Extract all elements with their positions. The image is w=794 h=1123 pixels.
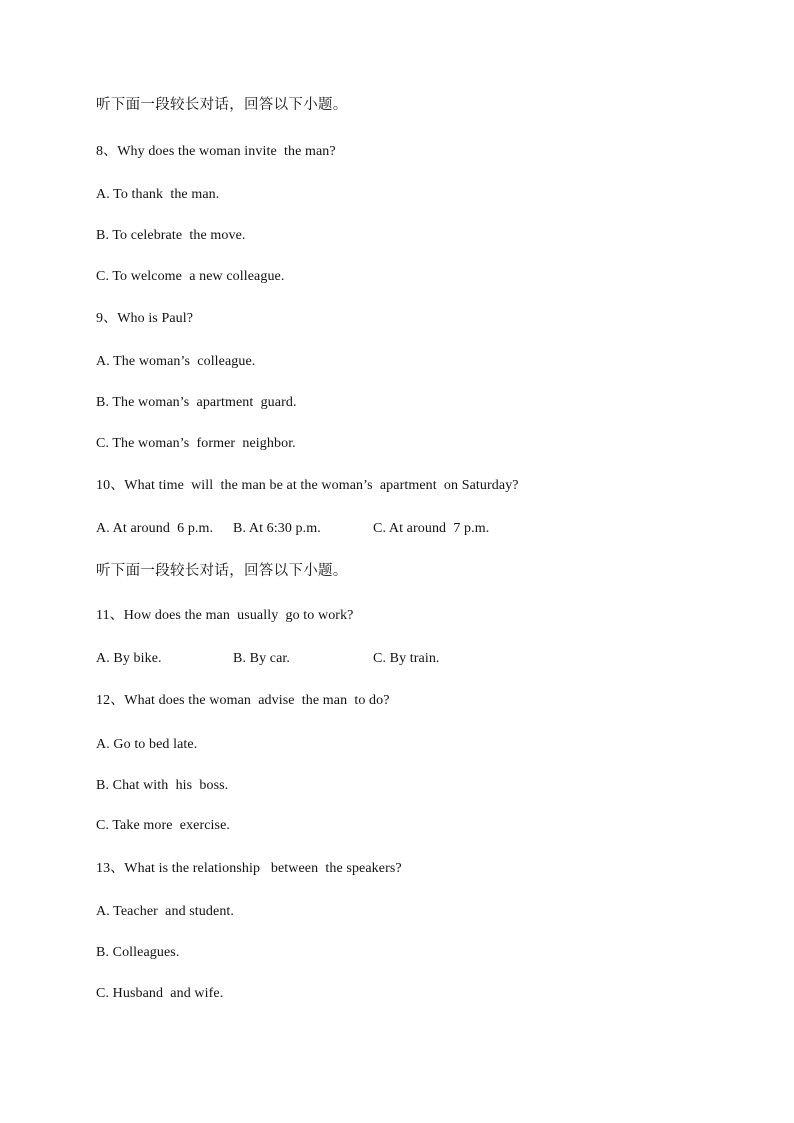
section-heading-1: 听下面一段较长对话，回答以下小题。 <box>96 97 348 113</box>
question-12-option-b: B. Chat with his boss. <box>96 778 229 793</box>
question-10-options-row <box>96 520 576 538</box>
question-13-option-b: B. Colleagues. <box>96 945 180 960</box>
question-12-option-c: C. Take more exercise. <box>96 818 231 833</box>
question-13-stem: 13、What is the relationship between the speakers? <box>96 861 402 876</box>
question-8-option-b: B. To celebrate the move. <box>96 228 246 243</box>
question-13-option-c: C. Husband and wife. <box>96 986 224 1001</box>
section-heading-2: 听下面一段较长对话，回答以下小题。 <box>96 563 348 579</box>
question-11-option-a: A. By bike. <box>96 651 162 666</box>
question-10-option-c: C. At around 7 p.m. <box>373 521 490 536</box>
question-10-option-b: B. At 6:30 p.m. <box>233 521 321 536</box>
question-10-stem: 10、What time will the man be at the woman’s apartment on Saturday? <box>96 478 519 493</box>
question-8-stem: 8、Why does the woman invite the man? <box>96 144 336 159</box>
question-11-option-c: C. By train. <box>373 651 440 666</box>
question-13-option-a: A. Teacher and student. <box>96 904 235 919</box>
question-10-option-a: A. At around 6 p.m. <box>96 521 214 536</box>
question-8-option-c: C. To welcome a new colleague. <box>96 269 285 284</box>
question-12-stem: 12、What does the woman advise the man to do? <box>96 693 390 708</box>
question-8-option-a: A. To thank the man. <box>96 187 220 202</box>
question-11-stem: 11、How does the man usually go to work? <box>96 608 354 623</box>
question-9-option-a: A. The woman’s colleague. <box>96 354 256 369</box>
question-12-option-a: A. Go to bed late. <box>96 737 198 752</box>
question-9-option-b: B. The woman’s apartment guard. <box>96 395 297 410</box>
question-11-options-row <box>96 650 576 668</box>
question-9-stem: 9、Who is Paul? <box>96 311 194 326</box>
question-11-option-b: B. By car. <box>233 651 290 666</box>
question-9-option-c: C. The woman’s former neighbor. <box>96 436 296 451</box>
